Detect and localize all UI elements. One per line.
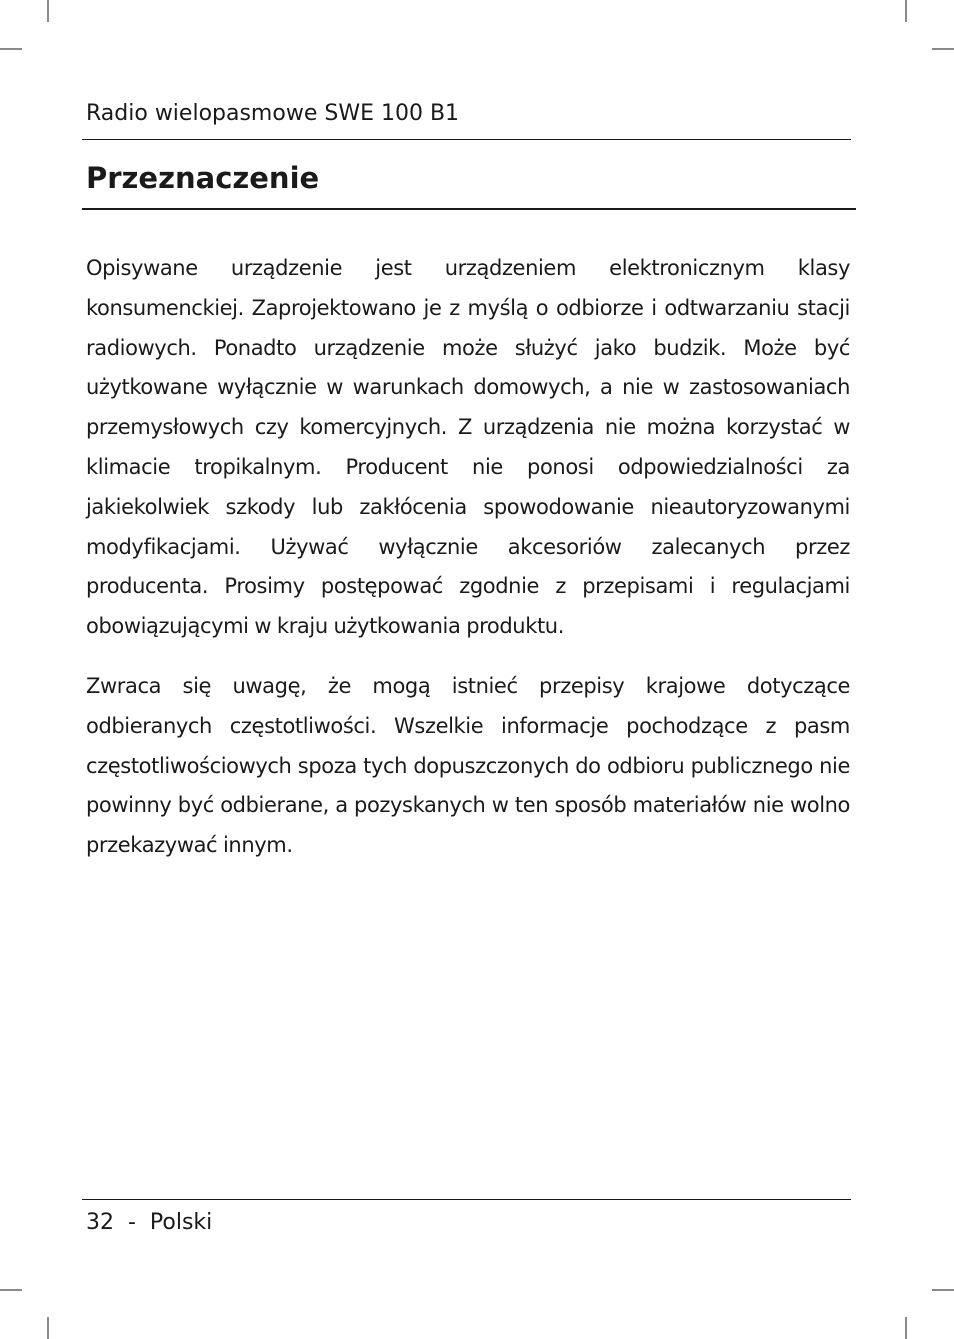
crop-mark-top-left-side: [0, 48, 22, 50]
crop-mark-bottom-left-side: [0, 1289, 22, 1291]
crop-mark-bottom-right: [905, 1317, 907, 1339]
header-rule: [82, 139, 851, 140]
crop-mark-top-right-side: [932, 48, 954, 50]
footer-rule: [82, 1199, 851, 1200]
running-header-title: Radio wielopasmowe SWE 100 B1: [86, 101, 460, 126]
crop-mark-bottom-right-side: [932, 1289, 954, 1291]
page-number-footer: 32 - Polski: [86, 1210, 213, 1235]
body-paragraph-2: Zwraca się uwagę, że mogą istnieć przepisy krajowe dotyczące odbieranych częstotliwości. Wszelkie informacje pochodzące z pasm częstotliwościowych spoza tych dopuszczonych do odbioru publicznego nie powinny być odbierane, a pozyskanych w ten sposób materiałów nie wolno przekazywać innym.: [86, 674, 850, 858]
crop-mark-top-left: [47, 0, 49, 22]
body-paragraph-1: Opisywane urządzenie jest urządzeniem elektronicznym klasy konsumenckiej. Zaprojektowano je z myślą o odbiorze i odtwarzaniu stacji radiowych. Ponadto urządzenie może służyć jako budzik. Może być użytkowane wyłącznie w warunkach domowych, a nie w zastosowaniach przemysłowych czy komercyjnych. Z urządzenia nie można korzystać w klimacie tropikalnym. Producent nie ponosi odpowiedzialności za jakiekolwiek szkody lub zakłócenia spowodowanie nieautoryzowanymi modyfikacjami. Używać wyłącznie akcesoriów zalecanych przez producenta. Prosimy postępować zgodnie z przepisami i regulacjami obowiązującymi w kraju użytkowania produktu.: [86, 256, 850, 639]
crop-mark-bottom-left: [47, 1317, 49, 1339]
section-title: Przeznaczenie: [86, 161, 320, 195]
section-title-rule: [82, 208, 856, 210]
crop-mark-top-right: [905, 0, 907, 22]
